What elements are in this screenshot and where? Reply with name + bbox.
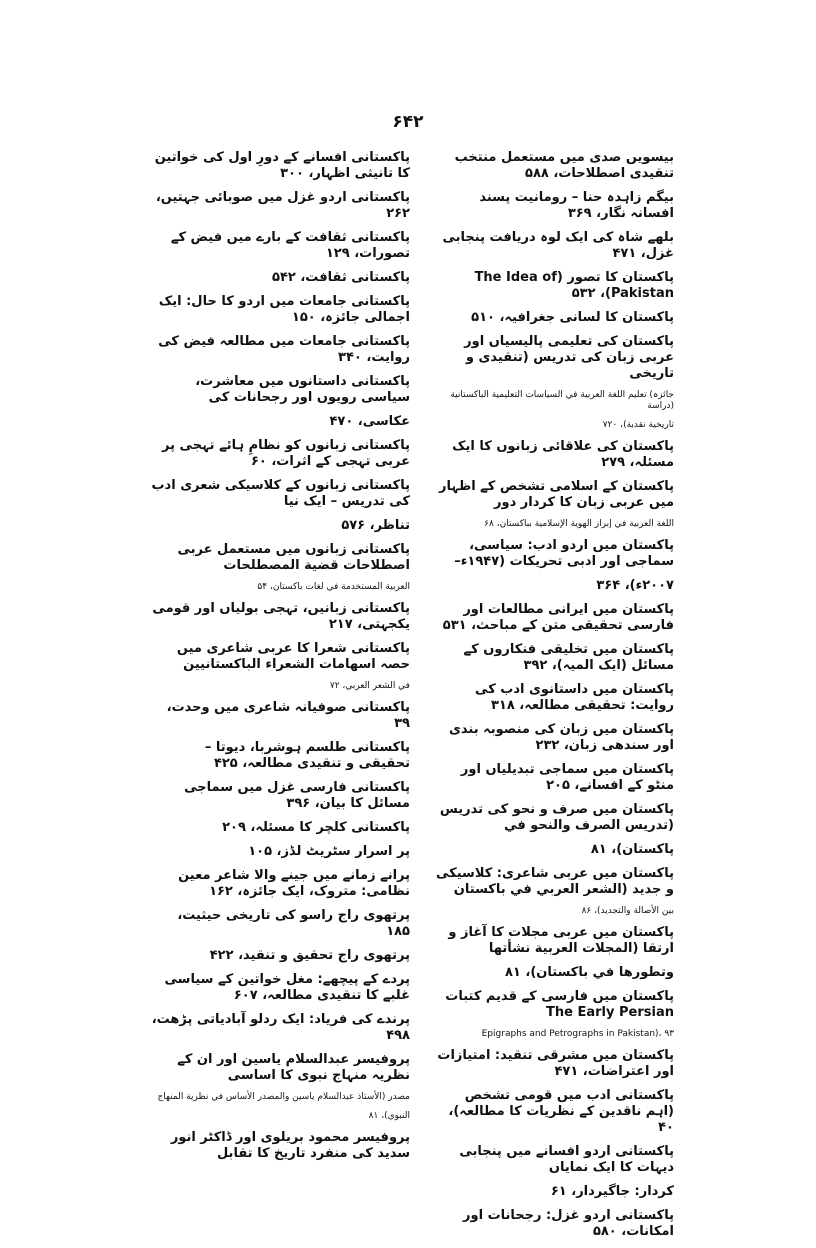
page-number: ۶۴۲ (392, 112, 424, 132)
index-entry: پاکستان میں زبان کی منصوبہ بندی اور سندھی زبان، ۲۳۲ (449, 722, 674, 753)
index-entry: پاکستان کی تعلیمی پالیسیاں اور عربی زبان کی تدریس (تنقیدی و تاریخی (464, 334, 674, 381)
index-entry: پاکستانی افسانے کے دورِ اول کی خواتین کا تانیثی اظہار، ۳۰۰ (154, 150, 410, 181)
index-entry: پاکستان میں عربی شاعری: کلاسیکی و جدید (الشعر العربي في باكستان (436, 866, 674, 897)
index-entry: پاکستان میں سماجی تبدیلیاں اور منٹو کے افسانے، ۲۰۵ (460, 762, 674, 793)
index-entry: ۲۰۰۷ء)، ۳۶۴ (596, 578, 674, 593)
index-entry: پاکستان میں عربی مجلات کا آغاز و ارتقا (المجلات العربية نشأتها (448, 925, 674, 956)
index-entry: پاکستانی اردو غزل میں صوبائی جہتیں، ۲۶۲ (155, 190, 410, 221)
index-entry: پاکستانی شعرا کا عربی شاعری میں حصہ اسهامات الشعراء الباكستانيين (176, 641, 410, 672)
index-entry: پاکستان میں صرف و نحو کی تدریس (تدريس الصرف والنحو في (439, 802, 674, 833)
index-entry: بلھے شاہ کی ایک لوہ دریافت پنجابی غزل، ۴۷۱ (442, 230, 674, 261)
index-entry: تناظر، ۵۷۶ (341, 518, 410, 533)
index-entry: عکاسی، ۴۷۰ (329, 414, 410, 429)
index-entry: النبوي)، ۸۱ (368, 1111, 410, 1121)
index-entry: پروفیسر محمود بریلوی اور ڈاکٹر انور سدید کی منفرد تاریخ کا تقابل (170, 1130, 410, 1161)
index-entry: پاکستان میں تخلیقی فنکاروں کے مسائل (ایک المیہ)، ۳۹۲ (463, 642, 674, 673)
index-entry: پاکستانی اردو غزل: رجحانات اور امکانات، ۵۸۰ (463, 1208, 674, 1239)
index-column-right (434, 150, 674, 1248)
index-entry: پاکستانی فارسی غزل میں سماجی مسائل کا بیان، ۳۹۶ (184, 780, 410, 811)
index-entry: پاکستانی اردو افسانے میں پنجابی دیہات کا ایک نمایاں (459, 1144, 674, 1175)
index-entry: پاکستانی زبانوں کو نظامِ ہائے تہجی پر عربی تہجی کے اثرات، ۶۰ (162, 438, 410, 469)
index-entry: العربية المستخدمة في لغات باكستان، ۵۴ (257, 582, 410, 592)
index-entry: پاکستان میں اردو ادب: سیاسی، سماجی اور ادبی تحریکات (۱۹۴۷ء– (454, 538, 674, 569)
index-entry: پاکستانی جامعات میں مطالعہ فیض کی روایت، ۳۴۰ (158, 334, 410, 365)
index-entry: پرندے کی فریاد: ایک ردلو آبادیاتی پڑھت، ۴۹۸ (151, 1012, 410, 1043)
index-entry: في الشعر العربي، ۷۲ (329, 681, 410, 691)
index-entry: وتطورها في باكستان)، ۸۱ (505, 965, 674, 980)
index-entry: پاکستانی جامعات میں اردو کا حال: ایک اجمالی جائزہ، ۱۵۰ (158, 294, 410, 325)
index-entry: مصدر (الأستاذ عبدالسلام ياسين والمصدر الأساس في نظرية المنهاج (157, 1092, 410, 1102)
index-entry: پاکستانی زبانیں، تہجی بولیاں اور قومی یکجہتی، ۲۱۷ (152, 601, 410, 632)
index-column-left (150, 150, 410, 1170)
index-entry: پروفیسر عبدالسلام یاسین اور ان کے نظریہ منہاج نبوی کا اساسی (177, 1052, 410, 1083)
index-entry: تاريخية نقدية)، ۷۲۰ (602, 420, 674, 430)
index-entry: پاکستانی کلچر کا مسئلہ، ۲۰۹ (222, 820, 410, 835)
index-entry: پاکستانی داستانوں میں معاشرت، سیاسی رویوں اور رجحانات کی (195, 374, 410, 405)
index-entry: کردار: جاگیردار، ۶۱ (550, 1184, 674, 1199)
index-entry: پاکستان کی علاقائی زبانوں کا ایک مسئلہ، ۲۷۹ (452, 439, 674, 470)
index-entry: بیسویں صدی میں مستعمل منتخب تنقیدی اصطلاحات، ۵۸۸ (454, 150, 674, 181)
index-entry: Epigraphs and Petrographs in Pakistan)، ۹۳ (481, 1029, 674, 1039)
index-entry: پاکستان میں فارسی کے قدیم کتبات The Early Persian (445, 989, 674, 1020)
index-entry: پاکستانی ثقافت کے بارے میں فیض کے تصورات، ۱۲۹ (170, 230, 410, 261)
index-entry: پاکستان کا لسانی جغرافیہ، ۵۱۰ (471, 310, 674, 325)
index-entry: پاکستان)، ۸۱ (590, 842, 674, 857)
index-entry: پاکستان کے اسلامی تشخص کے اظہار میں عربی زبان کا کردار دور (438, 479, 674, 510)
index-entry: پرتھوی راج راسو کی تاریخی حیثیت، ۱۸۵ (177, 908, 410, 939)
index-entry: پاکستانی ادب میں قومی تشخص (اہم ناقدین کے نظریات کا مطالعہ)، ۴۰ (448, 1088, 674, 1135)
index-entry: اللغة العربية في إبراز الهوية الإسلامية بباكستان، ۶۸ (484, 519, 674, 529)
index-entry: پاکستان میں ایرانی مطالعات اور فارسی تحقیقی متن کے مباحث، ۵۳۱ (442, 602, 674, 633)
index-entry: پردے کے پیچھے: مغل خواتین کے سیاسی غلبے کا تنقیدی مطالعہ، ۶۰۷ (164, 972, 410, 1003)
index-entry: پاکستانی طلسم ہوشربا، دیوتا – تحقیقی و تنقیدی مطالعہ، ۴۲۵ (204, 740, 410, 771)
index-entry: پاکستانی صوفیانہ شاعری میں وحدت، ۳۹ (166, 700, 410, 731)
index-entry: پرانے زمانے میں جینے والا شاعر معین نظامی: متروک، ایک جائزہ، ۱۶۲ (178, 868, 410, 899)
index-entry: جائزہ) تعلیم اللغة العربية في السياسات التعليمية الباكستانية (دراسة (450, 390, 674, 411)
index-entry: پر اسرار سٹریٹ لڈز، ۱۰۵ (248, 844, 410, 859)
index-entry: پاکستانی ثقافت، ۵۴۲ (272, 270, 410, 285)
index-entry: بين الأصالة والتجديد)، ۸۶ (581, 906, 674, 916)
index-entry: پاکستان کا تصور (The Idea of Pakistan)، ۵۳۲ (474, 270, 674, 301)
index-entry: پاکستانی زبانوں کے کلاسیکی شعری ادب کی تدریس – ایک نیا (151, 478, 410, 509)
index-entry: پرتھوی راج تحقیق و تنقید، ۴۲۲ (209, 948, 410, 963)
index-entry: بیگم زاہدہ حنا – رومانیت پسند افسانہ نگار، ۳۶۹ (479, 190, 674, 221)
index-entry: پاکستان میں داستانوی ادب کی روایت: تحقیقی مطالعہ، ۳۱۸ (475, 682, 674, 713)
index-entry: پاکستان میں مشرقی تنقید: امتیازات اور اعتراضات، ۴۷۱ (437, 1048, 674, 1079)
index-entry: پاکستانی زبانوں میں مستعمل عربی اصطلاحات قضية المصطلحات (177, 542, 410, 573)
